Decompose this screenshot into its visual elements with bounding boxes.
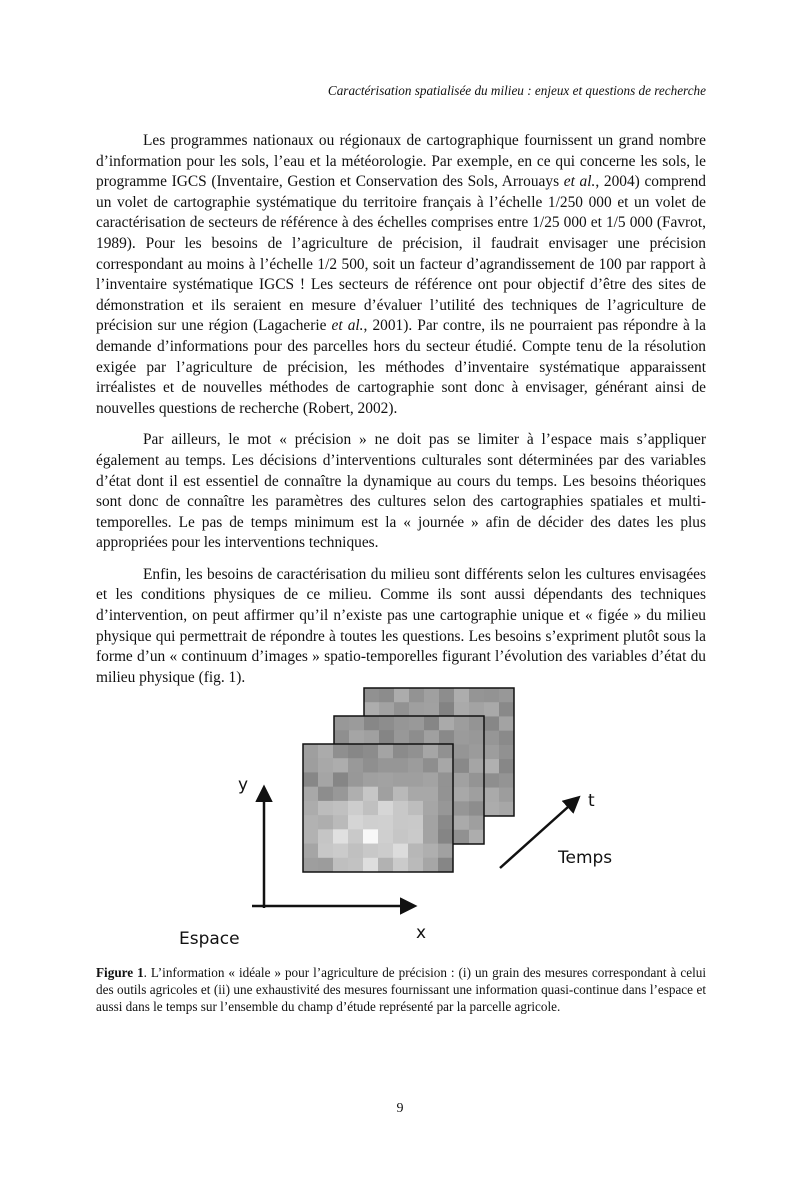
- pixel-cell: [303, 758, 318, 773]
- pixel-cell: [348, 844, 363, 859]
- pixel-cell: [394, 702, 409, 717]
- pixel-cell: [333, 829, 348, 844]
- pixel-cell: [394, 716, 409, 731]
- pixel-cell: [333, 787, 348, 802]
- pixel-cell: [499, 745, 514, 760]
- label-t: t: [588, 791, 595, 811]
- paragraph-1-part-b: , 2004) comprend un volet de cartographie systématique du territoire français à l’échelle 1/250 000 et un volet de caractérisation de secteurs de référence à des échelles comprises entre 1/25 000 et 1/5 000 (Favrot, 1989). Pour les besoins de l’agriculture de précision, il faudrait envisager une précision correspondant au moins à l’échelle 1/2 500, soit un facteur d’agrandissement de 100 par rapport à l’inventaire systématique IGCS ! Les secteurs de référence ont pour objectif d’être des sites de démonstration et ils seraient en mesure d’évaluer l’utilité des techniques de l’agriculture de précision sur une région (Lagacherie: [96, 173, 706, 335]
- pixel-cell: [438, 844, 453, 859]
- pixel-cell: [349, 730, 364, 745]
- pixel-cell: [393, 744, 408, 759]
- pixel-cell: [318, 829, 333, 844]
- pixel-cell: [423, 772, 438, 787]
- caption-text: . L’information « idéale » pour l’agriculture de précision : (i) un grain des mesures correspondant à celui des outils agricoles et (ii) une exhaustivité des mesures fournissant une information quasi-continue dans l’espace et aussi dans le temps sur l’ensemble du champ d’étude représenté par la parcelle agricole.: [96, 965, 706, 1014]
- pixel-cell: [303, 772, 318, 787]
- pixel-cell: [499, 788, 514, 803]
- pixel-cell: [378, 815, 393, 830]
- paragraph-1-part-a: Les programmes nationaux ou régionaux de cartographique fournissent un grand nombre d’information pour les sols, l’eau et la météorologie. Par exemple, en ce qui concerne les sols, le programme IGCS (Inventaire, Gestion et Conservation des Sols, Arrouays: [96, 132, 706, 191]
- label-y: y: [238, 775, 249, 795]
- pixel-cell: [333, 815, 348, 830]
- pixel-cell: [303, 744, 318, 759]
- pixel-cell: [454, 787, 469, 802]
- pixel-cell: [454, 759, 469, 774]
- pixel-cell: [438, 787, 453, 802]
- pixel-cell: [439, 688, 454, 703]
- pixel-cell: [393, 801, 408, 816]
- pixel-cell: [333, 758, 348, 773]
- pixel-cell: [408, 815, 423, 830]
- pixel-cell: [409, 688, 424, 703]
- pixel-cell: [348, 858, 363, 873]
- pixel-cell: [378, 801, 393, 816]
- pixel-cell: [378, 858, 393, 873]
- figure-1: [96, 676, 706, 966]
- pixel-cell: [363, 772, 378, 787]
- pixel-cell: [318, 744, 333, 759]
- pixel-cell: [393, 858, 408, 873]
- citation-et-al-2: et al.: [331, 317, 364, 335]
- pixel-cell: [469, 759, 484, 774]
- pixel-cell: [303, 801, 318, 816]
- pixel-cell: [439, 730, 454, 745]
- pixel-cell: [484, 688, 499, 703]
- pixel-cell: [423, 744, 438, 759]
- pixel-cell: [378, 829, 393, 844]
- pixel-cell: [469, 801, 484, 816]
- pixel-cell: [363, 787, 378, 802]
- pixel-cell: [423, 758, 438, 773]
- pixel-cell: [364, 730, 379, 745]
- pixel-cell: [303, 844, 318, 859]
- pixel-cell: [499, 702, 514, 717]
- body-text: [96, 131, 706, 699]
- pixel-cell: [363, 844, 378, 859]
- pixel-cell: [454, 716, 469, 731]
- paragraph-1-part-c: , 2001). Par contre, ils ne pourraient pas répondre à la demande d’informations pour des parcelles hors du secteur étudié. Compte tenu de la résolution exigée par l’agriculture de précision, les méthodes d’inventaire systématique apparaissent irréalistes et de nouvelles méthodes de cartographie sont donc à envisager, générant ainsi de nouvelles questions de recherche (Robert, 2002).: [96, 317, 707, 417]
- label-espace: Espace: [179, 929, 240, 949]
- pixel-cell: [424, 730, 439, 745]
- pixel-cell: [363, 758, 378, 773]
- pixel-cell: [469, 773, 484, 788]
- pixel-cell: [469, 702, 484, 717]
- pixel-cell: [454, 801, 469, 816]
- pixel-cell: [333, 744, 348, 759]
- pixel-cell: [409, 716, 424, 731]
- pixel-cell: [318, 801, 333, 816]
- pixel-cell: [318, 844, 333, 859]
- pixel-cell: [408, 772, 423, 787]
- pixel-cell: [378, 844, 393, 859]
- caption-label: Figure 1: [96, 965, 144, 980]
- pixel-cell: [378, 744, 393, 759]
- pixel-cell: [394, 688, 409, 703]
- pixel-cell: [439, 716, 454, 731]
- pixel-cell: [484, 716, 499, 731]
- figure-caption: [96, 964, 706, 1015]
- pixel-cell: [378, 758, 393, 773]
- pixel-cell: [303, 858, 318, 873]
- pixel-cell: [303, 815, 318, 830]
- pixel-cell: [318, 772, 333, 787]
- pixel-cell: [393, 787, 408, 802]
- page-number: 9: [396, 1101, 404, 1116]
- pixel-cell: [303, 829, 318, 844]
- pixel-cell: [469, 787, 484, 802]
- pixel-cell: [393, 829, 408, 844]
- image-stack: [303, 688, 514, 872]
- pixel-cell: [408, 801, 423, 816]
- pixel-cell: [484, 731, 499, 746]
- pixel-cell: [393, 815, 408, 830]
- pixel-cell: [408, 758, 423, 773]
- pixel-cell: [484, 773, 499, 788]
- pixel-cell: [499, 759, 514, 774]
- pixel-cell: [484, 788, 499, 803]
- pixel-cell: [363, 744, 378, 759]
- running-header: Caractérisation spatialisée du milieu : enjeux et questions de recherche: [327, 83, 706, 98]
- pixel-cell: [379, 716, 394, 731]
- pixel-cell: [378, 787, 393, 802]
- pixel-cell: [318, 815, 333, 830]
- pixel-cell: [469, 830, 484, 845]
- pixel-cell: [303, 787, 318, 802]
- pixel-cell: [348, 787, 363, 802]
- pixel-cell: [423, 844, 438, 859]
- pixel-cell: [348, 815, 363, 830]
- pixel-cell: [424, 688, 439, 703]
- pixel-cell: [424, 716, 439, 731]
- pixel-cell: [393, 772, 408, 787]
- pixel-cell: [334, 716, 349, 731]
- pixel-cell: [333, 858, 348, 873]
- pixel-cell: [318, 758, 333, 773]
- pixel-cell: [454, 773, 469, 788]
- pixel-cell: [438, 858, 453, 873]
- pixel-cell: [363, 858, 378, 873]
- pixel-cell: [469, 688, 484, 703]
- pixel-cell: [334, 730, 349, 745]
- pixel-cell: [484, 702, 499, 717]
- pixel-cell: [363, 815, 378, 830]
- pixel-cell: [454, 816, 469, 831]
- pixel-cell: [423, 858, 438, 873]
- paragraph-1: [96, 131, 706, 419]
- pixel-cell: [409, 730, 424, 745]
- pixel-cell: [454, 688, 469, 703]
- pixel-cell: [364, 702, 379, 717]
- pixel-cell: [408, 844, 423, 859]
- pixel-cell: [408, 829, 423, 844]
- pixel-cell: [423, 829, 438, 844]
- pixel-cell: [364, 716, 379, 731]
- pixel-cell: [454, 830, 469, 845]
- pixel-cell: [499, 716, 514, 731]
- paragraph-3: Enfin, les besoins de caractérisation du milieu sont différents selon les cultures envisagées et les conditions physiques de ce milieu. Comme ils sont aussi dépendants des techniques d’intervention, on peut affirmer qu’il n’existe pas une cartographie unique et « figée » du milieu physique qui permettrait de répondre à toutes les questions. Les besoins s’expriment plutôt sous la forme d’un « continuum d’images » spatio-temporelles figurant l’évolution des variables d’état du milieu physique (fig. 1).: [96, 565, 706, 686]
- pixel-cell: [409, 702, 424, 717]
- pixel-cell: [393, 844, 408, 859]
- pixel-cell: [378, 772, 393, 787]
- pixel-cell: [363, 829, 378, 844]
- pixel-cell: [499, 773, 514, 788]
- figure-1-diagram: [96, 676, 706, 966]
- image-frame-3: [303, 744, 453, 872]
- pixel-cell: [348, 772, 363, 787]
- pixel-cell: [408, 858, 423, 873]
- pixel-cell: [408, 787, 423, 802]
- pixel-cell: [469, 716, 484, 731]
- pixel-cell: [363, 801, 378, 816]
- pixel-cell: [484, 759, 499, 774]
- pixel-cell: [438, 815, 453, 830]
- pixel-cell: [438, 801, 453, 816]
- citation-et-al: et al.: [563, 173, 596, 191]
- pixel-cell: [423, 787, 438, 802]
- pixel-cell: [454, 744, 469, 759]
- pixel-cell: [349, 716, 364, 731]
- pixel-cell: [408, 744, 423, 759]
- pixel-cell: [438, 829, 453, 844]
- label-temps: Temps: [558, 848, 613, 868]
- pixel-cell: [333, 844, 348, 859]
- pixel-cell: [484, 745, 499, 760]
- pixel-cell: [499, 802, 514, 817]
- pixel-cell: [438, 744, 453, 759]
- pixel-cell: [469, 730, 484, 745]
- pixel-cell: [469, 816, 484, 831]
- pixel-cell: [348, 758, 363, 773]
- pixel-cell: [379, 730, 394, 745]
- pixel-cell: [318, 787, 333, 802]
- pixel-cell: [333, 772, 348, 787]
- pixel-cell: [424, 702, 439, 717]
- pixel-cell: [393, 758, 408, 773]
- pixel-cell: [348, 829, 363, 844]
- pixel-cell: [348, 744, 363, 759]
- paragraph-2: Par ailleurs, le mot « précision » ne doit pas se limiter à l’espace mais s’appliquer également au temps. Les décisions d’interventions culturales sont déterminées par des variables d’état dont il est essentiel de connaître la dynamique au cours du temps. Les besoins théoriques sont donc de connaître les paramètres des cultures selon des cartographies spatiales et multi-temporelles. Le pas de temps minimum est la « journée » afin de décider des dates les plus appropriées pour les interventions techniques.: [96, 431, 706, 552]
- pixel-cell: [469, 744, 484, 759]
- pixel-cell: [379, 688, 394, 703]
- pixel-cell: [499, 731, 514, 746]
- pixel-cell: [318, 858, 333, 873]
- pixel-cell: [394, 730, 409, 745]
- pixel-cell: [348, 801, 363, 816]
- pixel-cell: [333, 801, 348, 816]
- pixel-cell: [454, 702, 469, 717]
- pixel-cell: [379, 702, 394, 717]
- pixel-cell: [454, 730, 469, 745]
- pixel-cell: [438, 758, 453, 773]
- pixel-cell: [423, 815, 438, 830]
- label-x: x: [416, 923, 427, 943]
- pixel-cell: [439, 702, 454, 717]
- pixel-cell: [364, 688, 379, 703]
- pixel-cell: [423, 801, 438, 816]
- pixel-cell: [499, 688, 514, 703]
- pixel-cell: [438, 772, 453, 787]
- pixel-cell: [484, 802, 499, 817]
